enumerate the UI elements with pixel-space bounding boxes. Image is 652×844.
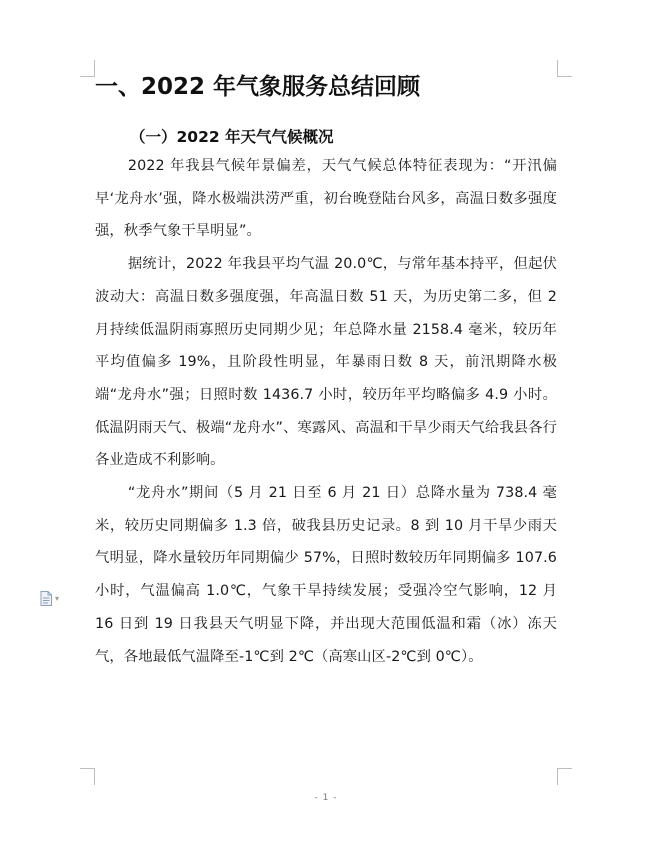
subsection-heading: （一）2022 年天气气候概况 (130, 128, 334, 146)
body-text (95, 150, 557, 673)
chevron-down-icon: ▾ (55, 593, 60, 603)
document-icon (40, 591, 52, 606)
page-number: - 1 - (314, 793, 338, 803)
paragraph-climate-summary: 2022 年我县气候年景偏差，天气气候总体特征表现为：“开汛偏早‘龙舟水’强，降水极端洪涝严重，初台晚登陆台风多，高温日数多强度强，秋季气象干旱明显”。 (95, 158, 557, 240)
paragraph-statistics: 据统计，2022 年我县平均气温 20.0℃，与常年基本持平，但起伏波动大：高温日数多强度强，年高温日数 51 天，为历史第二多，但 2 月持续低温阴雨寡照历史同期少见；年总降水量 2158.4 毫米，较历年平均值偏多 19%，且阶段性明显，年暴雨日数 8 天，前汛期降水极端“龙舟水”强；日照时数 1436.7 小时，较历年平均略偏多 4.9 小时。低温阴雨天气、极端“龙舟水”、寒露风、高温和干旱少雨天气给我县各行各业造成不利影响。 (95, 256, 557, 469)
crop-mark-top-left (80, 60, 95, 77)
document-options-icon[interactable] (40, 590, 66, 606)
crop-mark-bottom-left (80, 768, 95, 785)
section-heading: 一、2022 年气象服务总结回顾 (95, 74, 421, 100)
paragraph-dragon-boat-rain: “龙舟水”期间（5 月 21 日至 6 月 21 日）总降水量为 738.4 毫米，较历史同期偏多 1.3 倍，破我县历史记录。8 到 10 月干旱少雨天气明显，降水量较历年同期偏少 57%，日照时数较历年同期偏多 107.6 小时，气温偏高 1.0℃，气象干旱持续发展；受强冷空气影响，12 月 16 日到 19 日我县天气明显下降，并出现大范围低温和霜（冰）冻天气，各地最低气温降至-1℃到 2℃（高寒山区-2℃到 0℃）。 (95, 485, 557, 665)
crop-mark-bottom-right (557, 768, 572, 785)
